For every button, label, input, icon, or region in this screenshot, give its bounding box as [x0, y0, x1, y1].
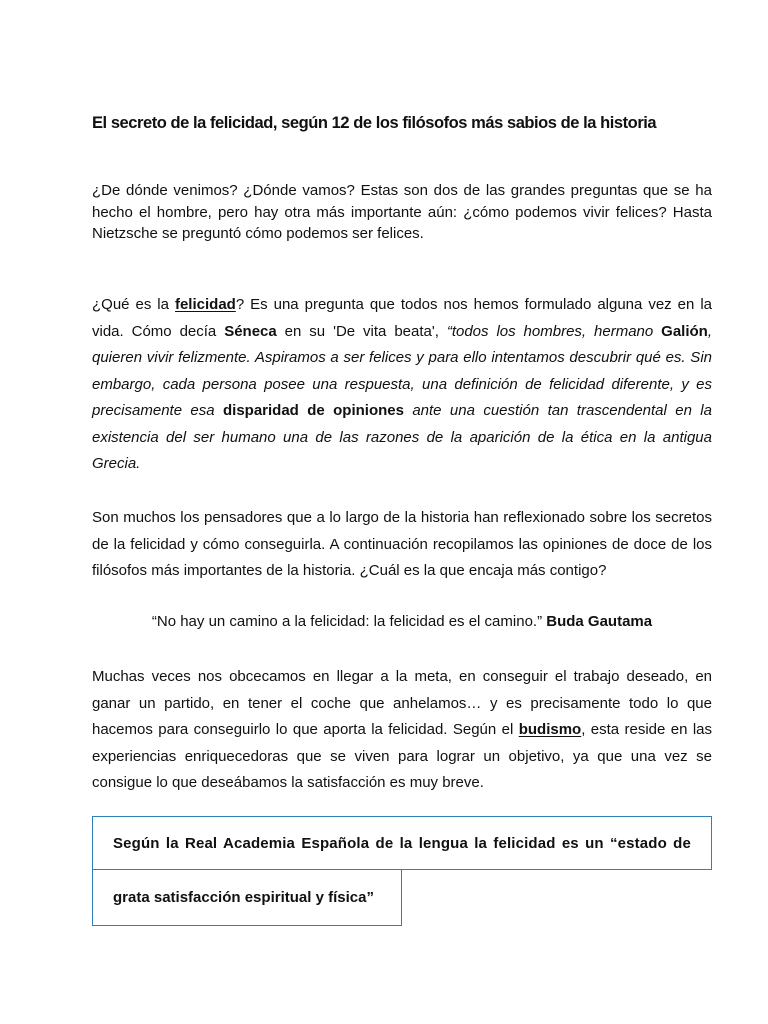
galion-name: Galión	[661, 322, 708, 340]
seneca-quote-end: ante una cuestión tan trascendental en la existencia del ser humano una de las razones de la aparición de la ética en la antigua Grecia.	[92, 402, 712, 472]
text-run: Muchas veces nos obcecamos en llegar a la meta, en conseguir el trabajo deseado, en ganar un partido, en tener el coche que anhelamos… y es precisamente todo lo que hacemos para conseguirlo lo que aporta la felicidad. Según el	[92, 668, 712, 738]
text-run: ¿Qué es la	[92, 296, 175, 313]
budismo-paragraph	[92, 664, 712, 797]
rae-callout-line1: Según la Real Academia Española de la lengua la felicidad es un “estado de	[92, 816, 712, 870]
intro-paragraph: ¿De dónde venimos? ¿Dónde vamos? Estas son dos de las grandes preguntas que se ha hecho el hombre, pero hay otra más importante aún: ¿cómo podemos vivir felices? Hasta Nietzsche se preguntó cómo podemos ser felices.	[92, 182, 712, 242]
quote-author: Buda Gautama	[546, 613, 653, 630]
rae-callout-line2: grata satisfacción espiritual y física”	[92, 870, 402, 926]
disparidad-emphasis: disparidad de opiniones	[223, 402, 404, 419]
seneca-name: Séneca	[224, 322, 277, 340]
felicidad-link[interactable]: felicidad	[174, 296, 236, 313]
seneca-quote-middle: , quieren vivir felizmente. Aspiramos a ser felices y para ello intentamos descubrir qué es. Sin embargo, cada persona posee una respuesta, una definición de felicidad diferente, y es precisamente esa	[92, 322, 712, 419]
text-run: en su 'De vita beata',	[276, 322, 447, 340]
felicidad-definition-paragraph	[92, 292, 712, 478]
philosophers-paragraph: Son muchos los pensadores que a lo largo de la historia han reflexionado sobre los secretos de la felicidad y cómo conseguirla. A continuación recopilamos las opiniones de doce de los filósofos más importantes de la historia. ¿Cuál es la que encaja más contigo?	[92, 509, 712, 579]
buda-quote	[92, 609, 712, 635]
budismo-link[interactable]: budismo	[518, 721, 582, 738]
seneca-quote-start: “todos los hombres, hermano	[446, 322, 662, 340]
quote-text: “No hay un camino a la felicidad: la felicidad es el camino.”	[151, 613, 543, 630]
text-run: , esta reside en las experiencias enriquecedoras que se viven para lograr un objetivo, ya que una vez se consigue lo que deseábamos la satisfacción es muy breve.	[92, 721, 713, 791]
article-title: El secreto de la felicidad, según 12 de los filósofos más sabios de la historia	[92, 114, 657, 132]
text-run: ? Es una pregunta que todos nos hemos formulado alguna vez en la vida. Cómo decía	[92, 296, 712, 340]
